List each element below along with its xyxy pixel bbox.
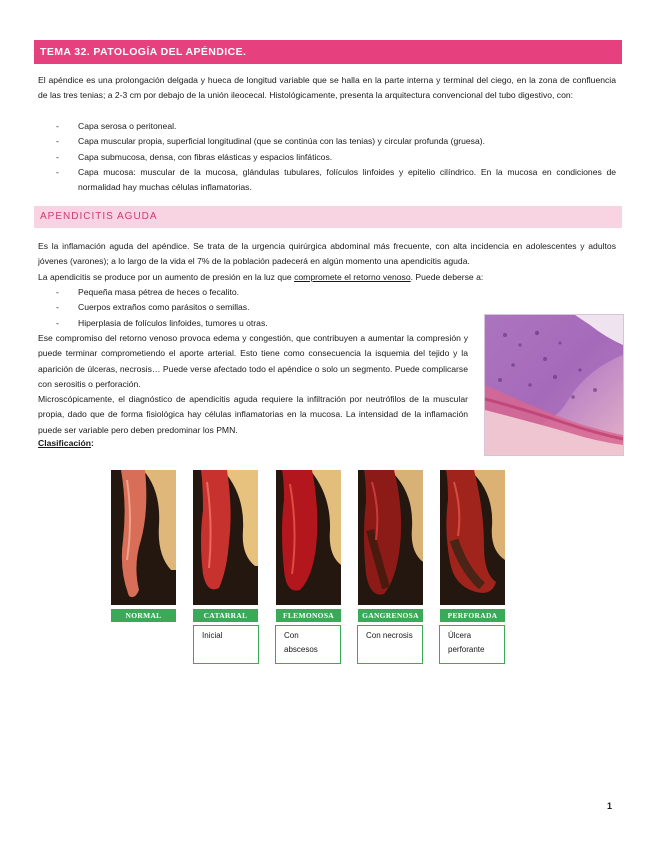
section-heading: APENDICITIS AGUDA bbox=[34, 206, 622, 228]
layers-list bbox=[38, 119, 616, 195]
note-perforada: Úlcera perforante bbox=[439, 625, 505, 664]
causes-list bbox=[38, 285, 478, 331]
label-normal: NORMAL bbox=[111, 609, 176, 622]
histology-image bbox=[484, 314, 624, 456]
list-item: - Hiperplasia de folículos linfoides, tumores u otras. bbox=[56, 317, 268, 328]
label-perforada: PERFORADA bbox=[440, 609, 505, 622]
list-item: - Capa muscular propia, superficial longitudinal (que se continúa con las tenias) y circular profunda (gruesa). bbox=[56, 136, 485, 147]
underlined-phrase: compromete el retorno venoso bbox=[294, 272, 411, 282]
appendix-normal-image bbox=[111, 470, 176, 605]
appendix-gangrenosa-image bbox=[358, 470, 423, 605]
note-flemonosa: Con abscesos bbox=[275, 625, 341, 664]
label-gangrenosa: GANGRENOSA bbox=[358, 609, 423, 622]
page-title: TEMA 32. PATOLOGÍA DEL APÉNDICE. bbox=[34, 40, 622, 64]
label-flemonosa: FLEMONOSA bbox=[276, 609, 341, 622]
cause-paragraph: La apendicitis se produce por un aumento de presión en la luz que compromete el retorno venoso. Puede deberse a: bbox=[38, 272, 484, 282]
classification-heading: Clasificación: bbox=[38, 438, 94, 448]
microscopy-paragraph: Microscópicamente, el diagnóstico de apendicitis aguda requiere la infiltración por neutrófilos de la muscular propia, dado que de forma fisiológica hay células inflamatorias en la mucosa. La intensidad de la inflamación puede ser variable pero deben predominar los PMN. bbox=[38, 394, 468, 435]
page-number: 1 bbox=[607, 801, 613, 811]
intro-paragraph: El apéndice es una prolongación delgada y hueca de longitud variable que se halla en la parte interna y terminal del ciego, en la zona de confluencia de las tres tenias; a 2-3 cm por debajo de la unión ileocecal. Histológicamente, presenta la arquitectura convencional del tubo digestivo, con: bbox=[38, 75, 616, 101]
list-item: - Cuerpos extraños como parásitos o semillas. bbox=[56, 302, 250, 313]
list-item: - Capa mucosa: muscular de la mucosa, glándulas tubulares, folículos linfoides y epitelio cilíndrico. En la mucosa en condiciones de normalidad hay muchas células inflamatorias. bbox=[56, 166, 616, 193]
list-item: - Capa submucosa, densa, con fibras elásticas y espacios linfáticos. bbox=[56, 151, 333, 162]
note-gangrenosa: Con necrosis bbox=[357, 625, 423, 664]
mechanism-paragraph: Ese compromiso del retorno venoso provoca edema y congestión, que contribuyen a aumentar la compresión y puede terminar comprometiendo el aporte arterial. Esto tiene como consecuencia la isquemia del tejido y la aparición de úlceras, necrosis… Puede verse afectado todo el apéndice o solo un segmento. Puede complicarse con serositis o perforación. bbox=[38, 333, 468, 389]
list-item: - Capa serosa o peritoneal. bbox=[56, 121, 177, 131]
appendix-perforada-image bbox=[440, 470, 505, 605]
list-item: - Pequeña masa pétrea de heces o fecalito. bbox=[56, 287, 240, 297]
appendix-catarral-image bbox=[193, 470, 258, 605]
label-catarral: CATARRAL bbox=[193, 609, 258, 622]
note-catarral: Inicial bbox=[193, 625, 259, 664]
appendix-flemonosa-image bbox=[276, 470, 341, 605]
definition-paragraph: Es la inflamación aguda del apéndice. Se trata de la urgencia quirúrgica abdominal más frecuente, con alta incidencia en adolescentes y adultos jóvenes (varones); a lo largo de la vida el 7% de la población padecerá en algún momento una apendicitis aguda. bbox=[38, 241, 616, 267]
